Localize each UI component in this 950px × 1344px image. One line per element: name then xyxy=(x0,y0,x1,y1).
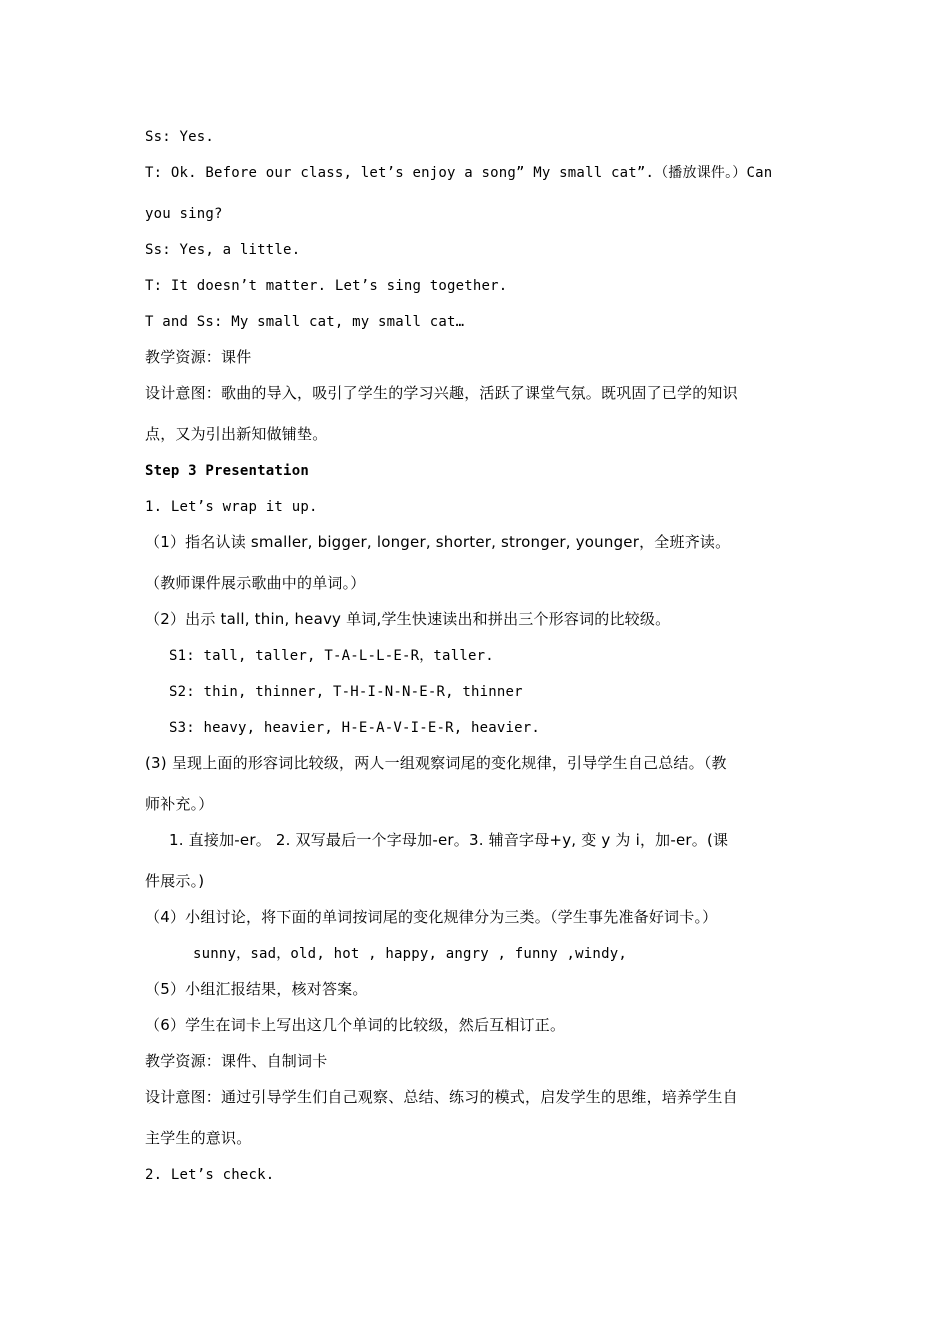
step-3-heading: Step 3 Presentation xyxy=(145,463,309,479)
item-2-show-words: （2）出示 tall, thin, heavy 单词,学生快速读出和拼出三个形容词的比较级。 xyxy=(145,610,671,628)
design-intent-1-line-1: 设计意图：歌曲的导入，吸引了学生的学习兴趣，活跃了课堂气氛。既巩固了已学的知识 xyxy=(145,384,738,402)
item-1-read-words: （1）指名认读 smaller, bigger, longer, shorter, stronger, younger，全班齐读。 xyxy=(145,533,731,551)
student-2-spelling: S2: thin, thinner, T-H-I-N-N-E-R, thinner xyxy=(169,684,523,700)
word-list: sunny，sad，old, hot , happy, angry , funny ,windy, xyxy=(193,946,627,962)
section-wrap-it-up: 1. Let’s wrap it up. xyxy=(145,499,318,515)
item-4-group-discussion: （4）小组讨论，将下面的单词按词尾的变化规律分为三类。（学生事先准备好词卡。） xyxy=(145,908,718,926)
design-intent-2-line-2: 主学生的意识。 xyxy=(145,1129,252,1147)
item-6-write-comparatives: （6）学生在词卡上写出这几个单词的比较级，然后互相订正。 xyxy=(145,1016,566,1034)
student-1-spelling: S1: tall, taller, T-A-L-L-E-R，taller. xyxy=(169,648,494,664)
item-3-line-1: (3) 呈现上面的形容词比较级，两人一组观察词尾的变化规律，引导学生自己总结。（教 xyxy=(145,754,727,772)
dialogue-line-teacher-sing-together: T: It doesn’t matter. Let’s sing together. xyxy=(145,278,508,294)
teaching-resources-2: 教学资源：课件、自制词卡 xyxy=(145,1052,328,1070)
item-5-report: （5）小组汇报结果，核对答案。 xyxy=(145,980,368,998)
dialogue-line-teacher-song: T: Ok. Before our class, let’s enjoy a song” My small cat”.（播放课件。）Can xyxy=(145,165,773,181)
dialogue-line-can-you-sing: you sing? xyxy=(145,206,223,222)
teaching-resources-1: 教学资源：课件 xyxy=(145,348,252,366)
design-intent-1-line-2: 点，又为引出新知做铺垫。 xyxy=(145,425,328,443)
item-3-line-2: 师补充。） xyxy=(145,795,214,813)
dialogue-line-t-and-ss: T and Ss: My small cat, my small cat… xyxy=(145,314,465,330)
student-3-spelling: S3: heavy, heavier, H-E-A-V-I-E-R, heavier. xyxy=(169,720,541,736)
design-intent-2-line-1: 设计意图：通过引导学生们自己观察、总结、练习的模式，启发学生的思维，培养学生自 xyxy=(145,1088,738,1106)
dialogue-line-ss-a-little: Ss: Yes, a little. xyxy=(145,242,301,258)
dialogue-line-ss-yes: Ss: Yes. xyxy=(145,129,215,145)
item-1-note: （教师课件展示歌曲中的单词。） xyxy=(145,574,366,592)
rules-line-2: 件展示。) xyxy=(145,872,205,890)
rules-line-1: 1. 直接加-er。 2. 双写最后一个字母加-er。3. 辅音字母+y, 变 y 为 i，加-er。(课 xyxy=(169,831,729,849)
section-lets-check: 2. Let’s check. xyxy=(145,1167,275,1183)
